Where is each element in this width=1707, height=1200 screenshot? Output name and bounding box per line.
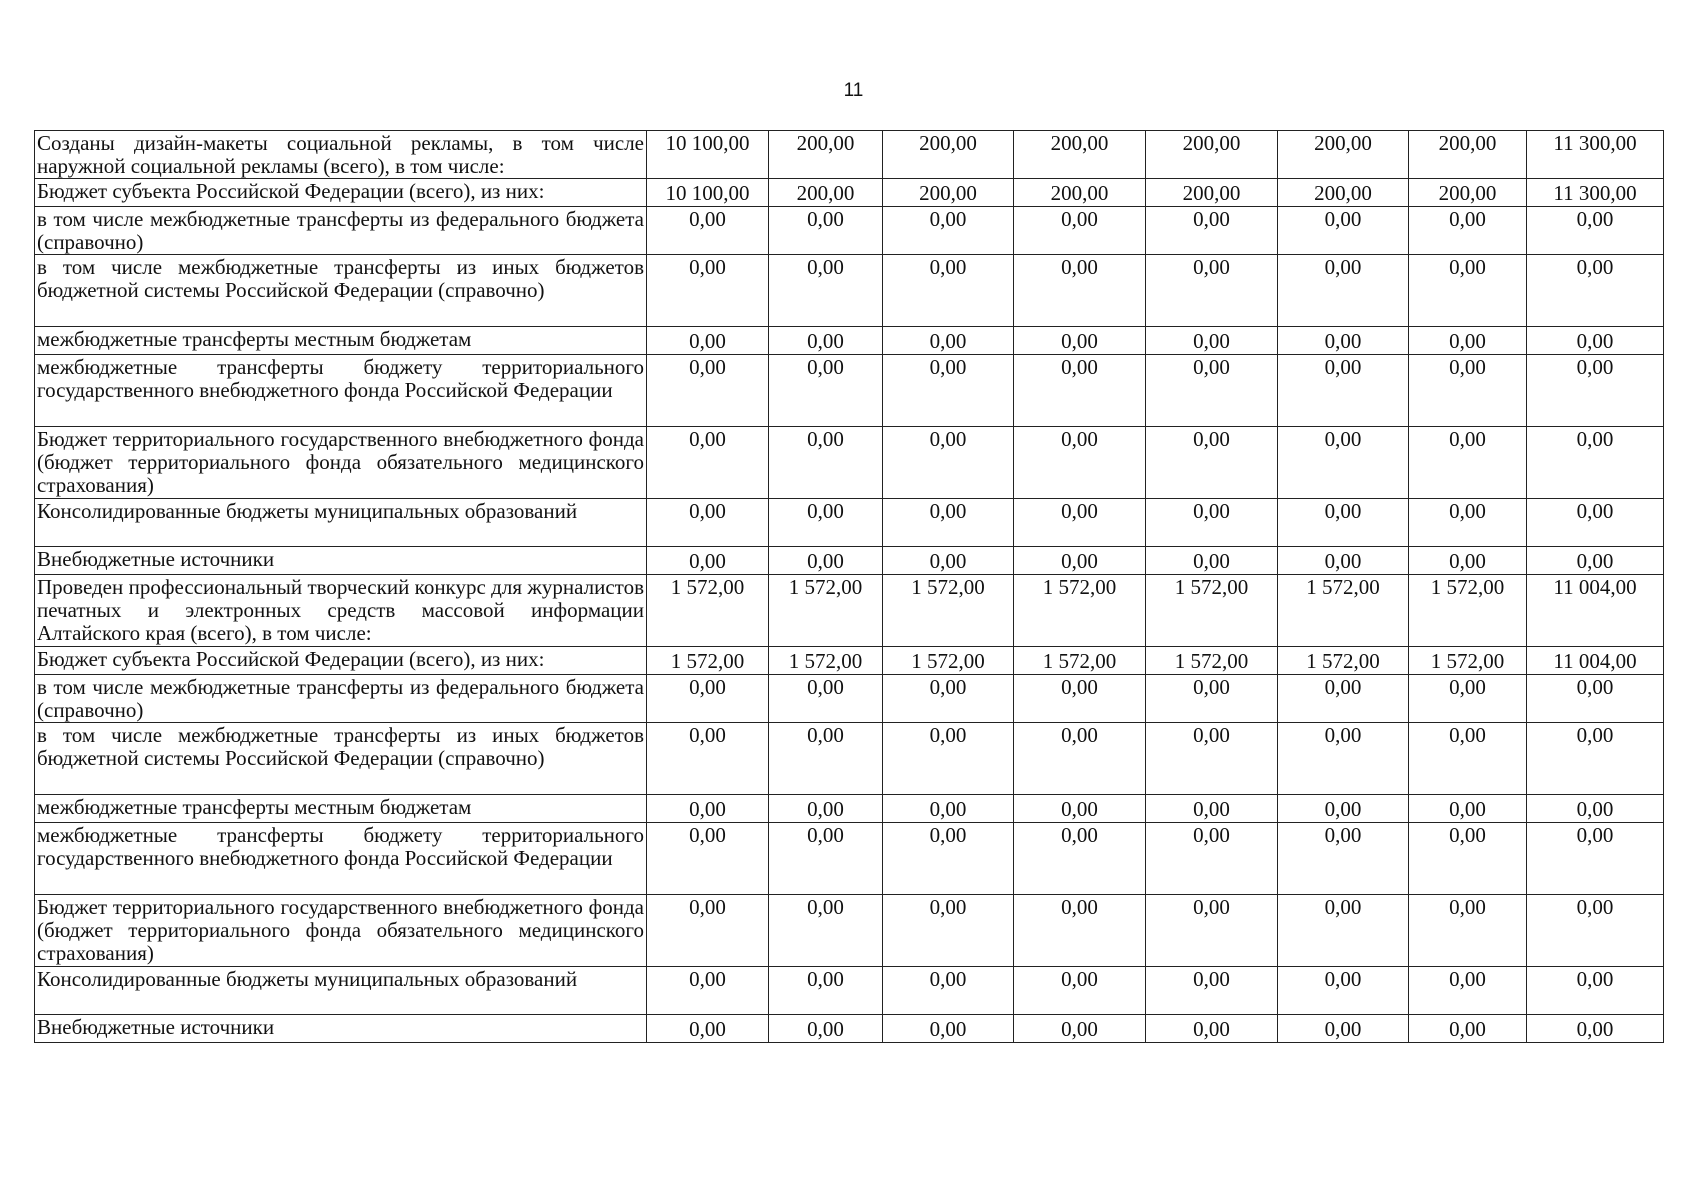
total-cell: 0,00 — [1527, 1015, 1664, 1043]
value-cell: 0,00 — [1278, 1015, 1409, 1043]
value-cell: 0,00 — [883, 967, 1014, 1015]
row-label: межбюджетные трансферты бюджету территориального государственного внебюджетного фонда Российской Федерации — [35, 355, 647, 427]
value-cell: 1 572,00 — [883, 647, 1014, 675]
value-cell: 0,00 — [883, 207, 1014, 255]
value-cell: 0,00 — [1278, 967, 1409, 1015]
row-label: Созданы дизайн-макеты социальной рекламы, в том числе наружной социальной рекламы (всего), в том числе: — [35, 131, 647, 179]
value-cell: 0,00 — [647, 823, 769, 895]
value-cell: 1 572,00 — [1278, 647, 1409, 675]
table-row — [35, 499, 1664, 547]
value-cell: 0,00 — [1409, 675, 1527, 723]
value-cell: 0,00 — [883, 1015, 1014, 1043]
total-cell: 0,00 — [1527, 255, 1664, 327]
value-cell: 0,00 — [883, 795, 1014, 823]
value-cell: 200,00 — [769, 179, 883, 207]
value-cell: 0,00 — [1146, 967, 1278, 1015]
table-row — [35, 327, 1664, 355]
row-label: межбюджетные трансферты местным бюджетам — [35, 795, 647, 823]
value-cell: 0,00 — [769, 499, 883, 547]
value-cell: 0,00 — [1146, 207, 1278, 255]
value-cell: 0,00 — [1014, 895, 1146, 967]
value-cell: 200,00 — [1409, 179, 1527, 207]
value-cell: 0,00 — [647, 967, 769, 1015]
value-cell: 0,00 — [883, 327, 1014, 355]
total-cell: 0,00 — [1527, 207, 1664, 255]
row-label: межбюджетные трансферты местным бюджетам — [35, 327, 647, 355]
value-cell: 0,00 — [769, 723, 883, 795]
value-cell: 0,00 — [1146, 895, 1278, 967]
value-cell: 1 572,00 — [1409, 575, 1527, 647]
value-cell: 0,00 — [1278, 427, 1409, 499]
row-label: Внебюджетные источники — [35, 547, 647, 575]
value-cell: 0,00 — [769, 255, 883, 327]
value-cell: 200,00 — [1409, 131, 1527, 179]
value-cell: 10 100,00 — [647, 179, 769, 207]
value-cell: 0,00 — [769, 967, 883, 1015]
value-cell: 0,00 — [1409, 795, 1527, 823]
total-cell: 0,00 — [1527, 355, 1664, 427]
row-label: Бюджет субъекта Российской Федерации (всего), из них: — [35, 179, 647, 207]
row-label: Консолидированные бюджеты муниципальных образований — [35, 967, 647, 1015]
value-cell: 0,00 — [1409, 327, 1527, 355]
row-label: в том числе межбюджетные трансферты из иных бюджетов бюджетной системы Российской Федерации (справочно) — [35, 723, 647, 795]
table-row — [35, 575, 1664, 647]
value-cell: 0,00 — [769, 427, 883, 499]
value-cell: 1 572,00 — [1409, 647, 1527, 675]
value-cell: 0,00 — [1409, 823, 1527, 895]
total-cell: 11 300,00 — [1527, 131, 1664, 179]
value-cell: 0,00 — [1409, 499, 1527, 547]
value-cell: 200,00 — [883, 131, 1014, 179]
value-cell: 0,00 — [769, 675, 883, 723]
total-cell: 0,00 — [1527, 675, 1664, 723]
value-cell: 0,00 — [1146, 547, 1278, 575]
value-cell: 0,00 — [1146, 327, 1278, 355]
value-cell: 0,00 — [1409, 895, 1527, 967]
value-cell: 1 572,00 — [647, 647, 769, 675]
value-cell: 0,00 — [1409, 207, 1527, 255]
value-cell: 0,00 — [883, 723, 1014, 795]
value-cell: 0,00 — [647, 499, 769, 547]
value-cell: 0,00 — [1014, 675, 1146, 723]
row-label: в том числе межбюджетные трансферты из иных бюджетов бюджетной системы Российской Федерации (справочно) — [35, 255, 647, 327]
page-number: 11 — [843, 80, 864, 101]
row-label: Бюджет территориального государственного внебюджетного фонда (бюджет территориального фонда обязательного медицинского страхования) — [35, 895, 647, 967]
total-cell: 0,00 — [1527, 427, 1664, 499]
value-cell: 1 572,00 — [769, 647, 883, 675]
value-cell: 0,00 — [1278, 207, 1409, 255]
value-cell: 0,00 — [1146, 675, 1278, 723]
value-cell: 0,00 — [1409, 967, 1527, 1015]
value-cell: 0,00 — [647, 795, 769, 823]
value-cell: 0,00 — [647, 1015, 769, 1043]
value-cell: 0,00 — [1278, 723, 1409, 795]
table-row — [35, 795, 1664, 823]
value-cell: 0,00 — [883, 427, 1014, 499]
value-cell: 0,00 — [647, 207, 769, 255]
value-cell: 0,00 — [769, 895, 883, 967]
value-cell: 0,00 — [883, 355, 1014, 427]
value-cell: 1 572,00 — [1146, 647, 1278, 675]
value-cell: 0,00 — [769, 795, 883, 823]
value-cell: 0,00 — [1146, 823, 1278, 895]
total-cell: 0,00 — [1527, 967, 1664, 1015]
budget-table-body — [35, 131, 1664, 1043]
row-label: Внебюджетные источники — [35, 1015, 647, 1043]
value-cell: 0,00 — [1278, 547, 1409, 575]
value-cell: 0,00 — [769, 1015, 883, 1043]
row-label: Консолидированные бюджеты муниципальных образований — [35, 499, 647, 547]
total-cell: 11 300,00 — [1527, 179, 1664, 207]
table-row — [35, 427, 1664, 499]
table-row — [35, 647, 1664, 675]
total-cell: 11 004,00 — [1527, 575, 1664, 647]
row-label: Бюджет субъекта Российской Федерации (всего), из них: — [35, 647, 647, 675]
total-cell: 11 004,00 — [1527, 647, 1664, 675]
value-cell: 0,00 — [1014, 255, 1146, 327]
value-cell: 0,00 — [1278, 795, 1409, 823]
value-cell: 10 100,00 — [647, 131, 769, 179]
table-row — [35, 967, 1664, 1015]
value-cell: 0,00 — [883, 823, 1014, 895]
total-cell: 0,00 — [1527, 823, 1664, 895]
value-cell: 0,00 — [769, 355, 883, 427]
value-cell: 0,00 — [1014, 355, 1146, 427]
value-cell: 0,00 — [1278, 675, 1409, 723]
value-cell: 0,00 — [1146, 723, 1278, 795]
table-row — [35, 547, 1664, 575]
value-cell: 0,00 — [1278, 355, 1409, 427]
value-cell: 0,00 — [1146, 795, 1278, 823]
value-cell: 0,00 — [1409, 427, 1527, 499]
table-row — [35, 207, 1664, 255]
value-cell: 1 572,00 — [883, 575, 1014, 647]
value-cell: 0,00 — [1409, 547, 1527, 575]
value-cell: 0,00 — [1146, 427, 1278, 499]
value-cell: 0,00 — [883, 895, 1014, 967]
value-cell: 200,00 — [1146, 179, 1278, 207]
total-cell: 0,00 — [1527, 327, 1664, 355]
value-cell: 0,00 — [1146, 255, 1278, 327]
value-cell: 0,00 — [647, 427, 769, 499]
value-cell: 0,00 — [1014, 795, 1146, 823]
value-cell: 0,00 — [1014, 967, 1146, 1015]
row-label: в том числе межбюджетные трансферты из федерального бюджета (справочно) — [35, 207, 647, 255]
value-cell: 200,00 — [1014, 179, 1146, 207]
total-cell: 0,00 — [1527, 723, 1664, 795]
value-cell: 0,00 — [1409, 255, 1527, 327]
row-label: в том числе межбюджетные трансферты из федерального бюджета (справочно) — [35, 675, 647, 723]
value-cell: 0,00 — [769, 823, 883, 895]
value-cell: 0,00 — [1146, 1015, 1278, 1043]
value-cell: 1 572,00 — [769, 575, 883, 647]
value-cell: 0,00 — [1014, 547, 1146, 575]
value-cell: 0,00 — [883, 675, 1014, 723]
value-cell: 200,00 — [1014, 131, 1146, 179]
value-cell: 0,00 — [647, 547, 769, 575]
value-cell: 200,00 — [1146, 131, 1278, 179]
value-cell: 0,00 — [647, 675, 769, 723]
table-row — [35, 675, 1664, 723]
value-cell: 0,00 — [1014, 823, 1146, 895]
value-cell: 200,00 — [1278, 131, 1409, 179]
value-cell: 0,00 — [883, 547, 1014, 575]
value-cell: 0,00 — [883, 499, 1014, 547]
value-cell: 0,00 — [647, 327, 769, 355]
value-cell: 0,00 — [1278, 255, 1409, 327]
value-cell: 0,00 — [1014, 1015, 1146, 1043]
value-cell: 200,00 — [883, 179, 1014, 207]
value-cell: 0,00 — [1014, 327, 1146, 355]
value-cell: 0,00 — [647, 255, 769, 327]
row-label: Бюджет территориального государственного внебюджетного фонда (бюджет территориального фонда обязательного медицинского страхования) — [35, 427, 647, 499]
value-cell: 200,00 — [1278, 179, 1409, 207]
total-cell: 0,00 — [1527, 795, 1664, 823]
value-cell: 0,00 — [1146, 499, 1278, 547]
table-row — [35, 355, 1664, 427]
row-label: Проведен профессиональный творческий конкурс для журналистов печатных и электронных средств массовой информации Алтайского края (всего), в том числе: — [35, 575, 647, 647]
value-cell: 1 572,00 — [647, 575, 769, 647]
total-cell: 0,00 — [1527, 895, 1664, 967]
value-cell: 1 572,00 — [1146, 575, 1278, 647]
value-cell: 1 572,00 — [1278, 575, 1409, 647]
value-cell: 0,00 — [1146, 355, 1278, 427]
value-cell: 0,00 — [647, 723, 769, 795]
value-cell: 1 572,00 — [1014, 647, 1146, 675]
value-cell: 0,00 — [769, 547, 883, 575]
value-cell: 0,00 — [1014, 427, 1146, 499]
row-label: межбюджетные трансферты бюджету территориального государственного внебюджетного фонда Российской Федерации — [35, 823, 647, 895]
value-cell: 0,00 — [1014, 499, 1146, 547]
value-cell: 0,00 — [1278, 327, 1409, 355]
value-cell: 0,00 — [1014, 207, 1146, 255]
table-row — [35, 255, 1664, 327]
table-row — [35, 179, 1664, 207]
budget-table — [34, 130, 1664, 1043]
table-row — [35, 723, 1664, 795]
value-cell: 0,00 — [647, 355, 769, 427]
value-cell: 0,00 — [1014, 723, 1146, 795]
value-cell: 0,00 — [647, 895, 769, 967]
value-cell: 0,00 — [1409, 723, 1527, 795]
value-cell: 0,00 — [769, 207, 883, 255]
table-row — [35, 1015, 1664, 1043]
total-cell: 0,00 — [1527, 547, 1664, 575]
value-cell: 0,00 — [1409, 1015, 1527, 1043]
value-cell: 0,00 — [1278, 895, 1409, 967]
value-cell: 0,00 — [769, 327, 883, 355]
value-cell: 1 572,00 — [1014, 575, 1146, 647]
table-row — [35, 131, 1664, 179]
table-row — [35, 895, 1664, 967]
value-cell: 0,00 — [1409, 355, 1527, 427]
table-row — [35, 823, 1664, 895]
value-cell: 0,00 — [1278, 499, 1409, 547]
value-cell: 0,00 — [1278, 823, 1409, 895]
value-cell: 200,00 — [769, 131, 883, 179]
value-cell: 0,00 — [883, 255, 1014, 327]
total-cell: 0,00 — [1527, 499, 1664, 547]
